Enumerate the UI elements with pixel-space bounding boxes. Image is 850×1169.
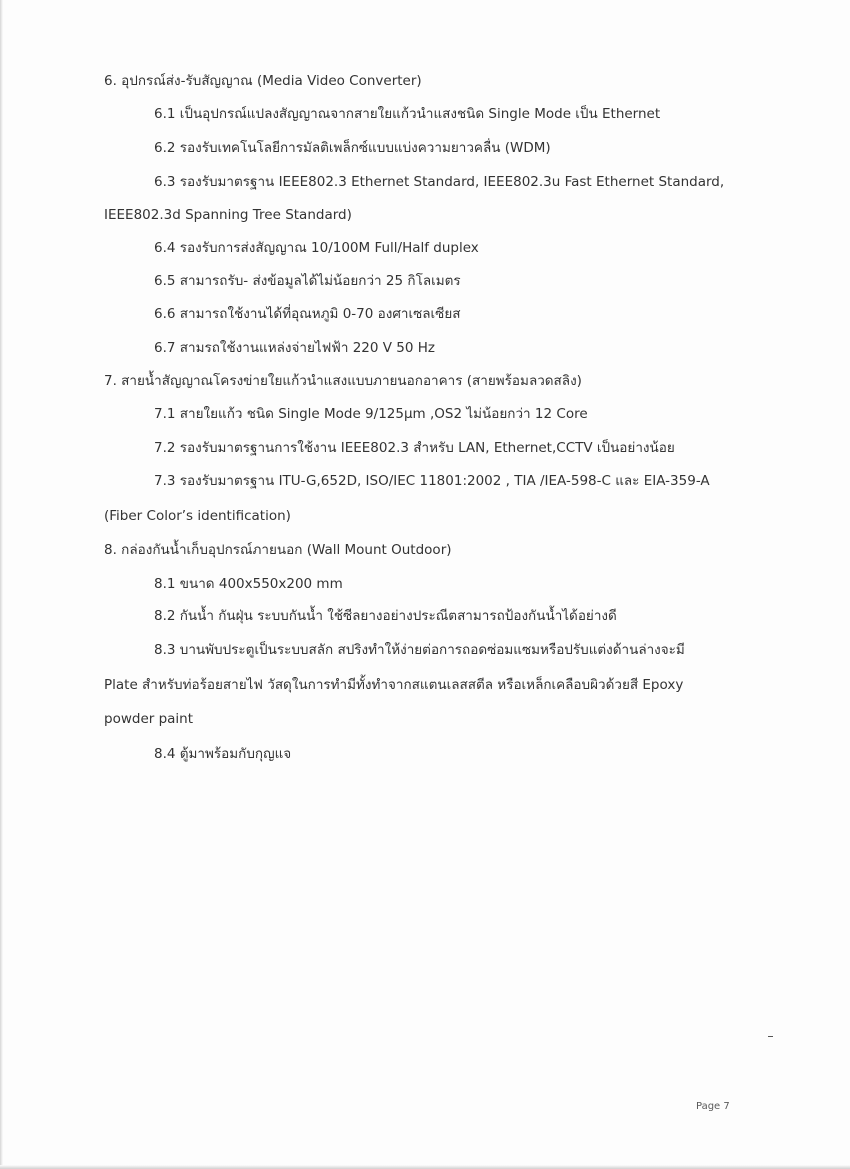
item-8-3-continued-2: powder paint bbox=[104, 711, 194, 727]
page-number: Page 7 bbox=[696, 1101, 730, 1112]
item-7-3: 7.3 รองรับมาตรฐาน ITU-G,652D, ISO/IEC 11801:2002 , TIA /IEA-598-C และ EIA-359-A bbox=[154, 473, 710, 489]
scan-edge-left bbox=[0, 0, 3, 1169]
item-6-4: 6.4 รองรับการส่งสัญญาณ 10/100M Full/Half duplex bbox=[154, 240, 479, 256]
item-6-1: 6.1 เป็นอุปกรณ์แปลงสัญญาณจากสายใยแก้วนำแสงชนิด Single Mode เป็น Ethernet bbox=[154, 106, 661, 122]
item-8-2: 8.2 กันน้ำ กันฝุ่น ระบบกันน้ำ ใช้ซีลยางอย่างประณีตสามารถป้องกันน้ำได้อย่างดี bbox=[154, 608, 617, 624]
section-6-heading: 6. อุปกรณ์ส่ง-รับสัญญาณ (Media Video Converter) bbox=[104, 73, 422, 89]
item-6-5: 6.5 สามารถรับ- ส่งข้อมูลได้ไม่น้อยกว่า 25 กิโลเมตร bbox=[154, 273, 461, 289]
item-6-6: 6.6 สามารถใช้งานได้ที่อุณหภูมิ 0-70 องศาเซลเซียส bbox=[154, 306, 461, 322]
item-7-2: 7.2 รองรับมาตรฐานการใช้งาน IEEE802.3 สำหรับ LAN, Ethernet,CCTV เป็นอย่างน้อย bbox=[154, 440, 675, 456]
item-6-3: 6.3 รองรับมาตรฐาน IEEE802.3 Ethernet Standard, IEEE802.3u Fast Ethernet Standard, bbox=[154, 174, 725, 190]
item-6-3-continued: IEEE802.3d Spanning Tree Standard) bbox=[104, 207, 352, 223]
scan-mark bbox=[768, 1036, 773, 1037]
item-7-3-continued: (Fiber Color’s identification) bbox=[104, 508, 291, 524]
section-8-heading: 8. กล่องกันน้ำเก็บอุปกรณ์ภายนอก (Wall Mount Outdoor) bbox=[104, 542, 452, 558]
item-8-3-continued-1: Plate สำหรับท่อร้อยสายไฟ วัสดุในการทำมีทั้งทำจากสแตนเลสสตีล หรือเหล็กเคลือบผิวด้วยสี Epoxy bbox=[104, 677, 684, 693]
item-8-1: 8.1 ขนาด 400x550x200 mm bbox=[154, 576, 343, 592]
item-7-1: 7.1 สายใยแก้ว ชนิด Single Mode 9/125µm ,OS2 ไม่น้อยกว่า 12 Core bbox=[154, 406, 588, 422]
item-8-4: 8.4 ตู้มาพร้อมกับกุญแจ bbox=[154, 746, 292, 762]
scan-edge-bottom bbox=[0, 1165, 850, 1169]
item-6-2: 6.2 รองรับเทคโนโลยีการมัลติเพล็กซ์แบบแบ่งความยาวคลื่น (WDM) bbox=[154, 140, 551, 156]
item-6-7: 6.7 สามรถใช้งานแหล่งจ่ายไฟฟ้า 220 V 50 Hz bbox=[154, 340, 435, 356]
section-7-heading: 7. สายน้ำสัญญาณโครงข่ายใยแก้วนำแสงแบบภายนอกอาคาร (สายพร้อมลวดสลิง) bbox=[104, 373, 582, 389]
item-8-3: 8.3 บานพับประตูเป็นระบบสลัก สปริงทำให้ง่ายต่อการถอดซ่อมแซมหรือปรับแต่งด้านล่างจะมี bbox=[154, 642, 685, 658]
